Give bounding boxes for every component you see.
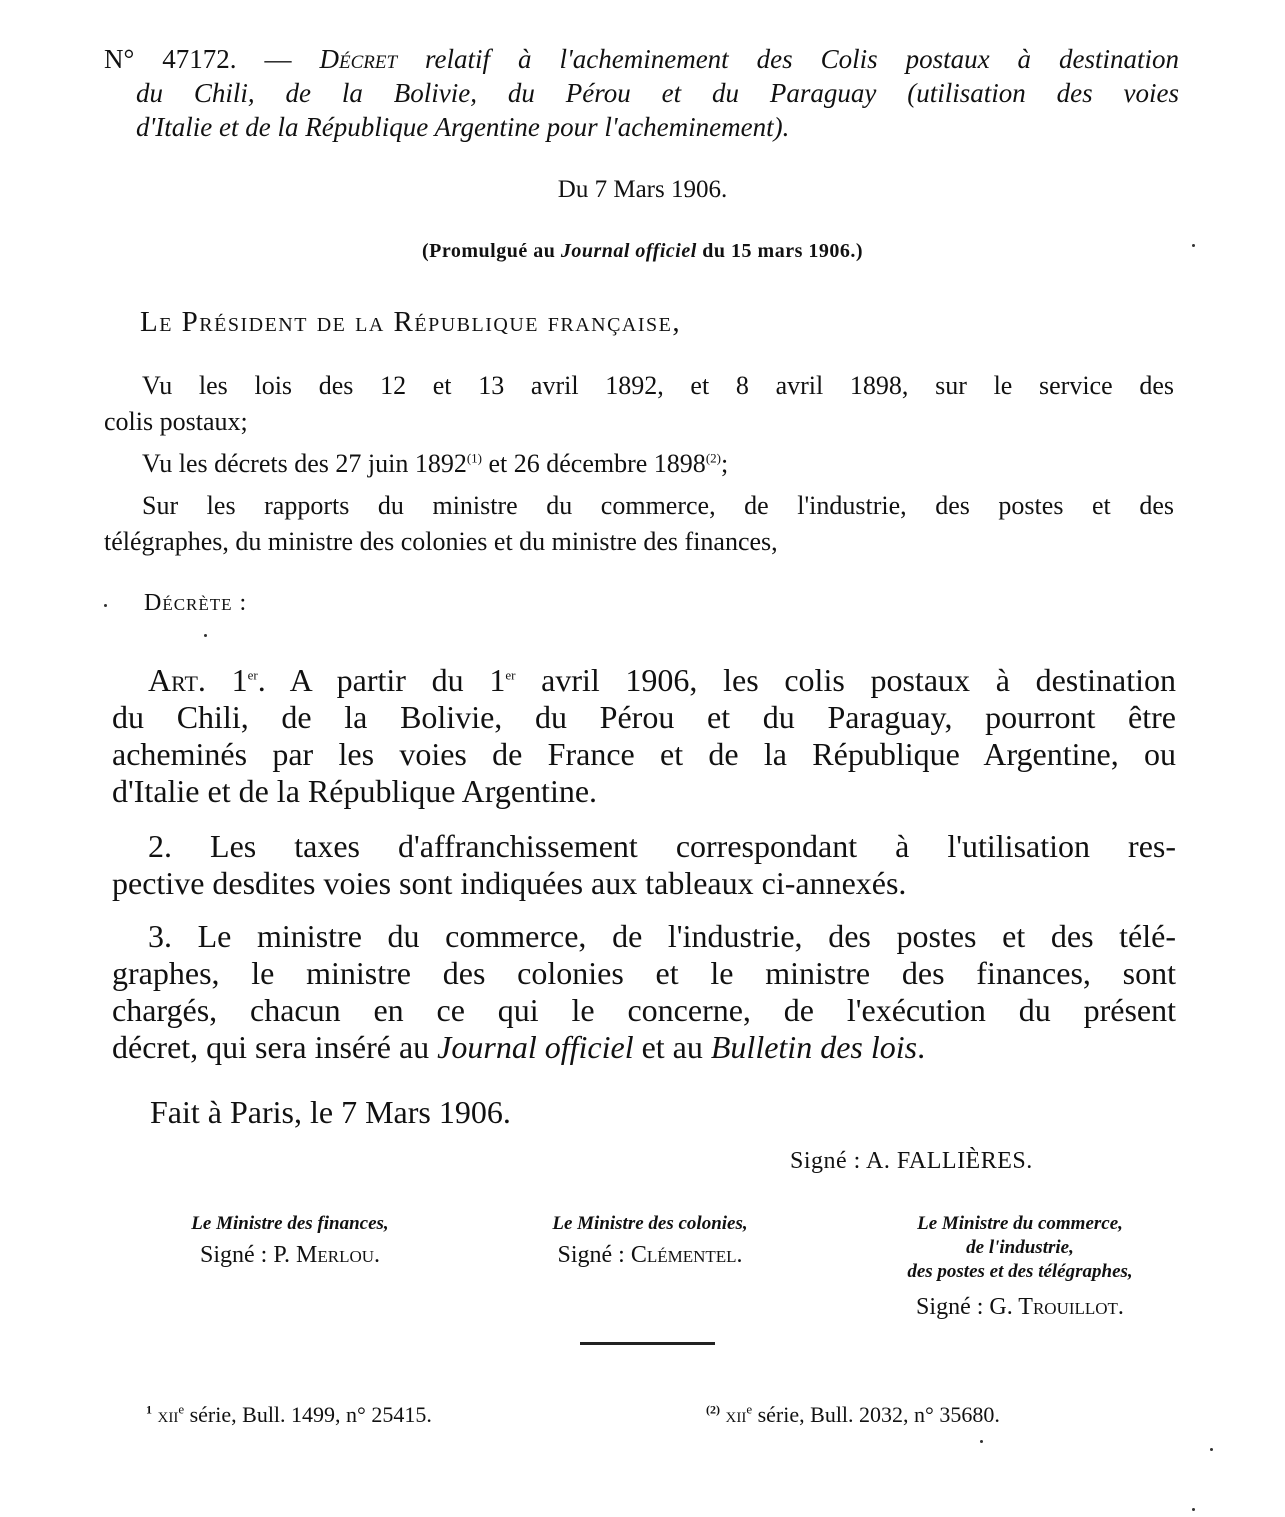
footnote-1-mark: 1: [146, 1402, 152, 1417]
minister-commerce: [840, 1212, 1200, 1321]
visa-decrets-line: [104, 446, 1174, 482]
article-3-line-3: chargés, chacun en ce qui le concerne, de l'exécution du présent: [112, 992, 1176, 1028]
president-signature: Signé : A. FALLIÈRES.: [790, 1148, 1033, 1174]
decree-number: N° 47172. —: [104, 44, 292, 74]
article-1-label: Art. 1: [148, 662, 248, 698]
visa-decrets-before: Vu les décrets des 27 juin 1892: [142, 449, 467, 478]
footnote-2-series: xii: [725, 1402, 747, 1427]
visa-decrets-mid: et 26 décembre 1898: [488, 449, 706, 478]
article-2: [112, 828, 1176, 902]
article-1-line-1-end: avril 1906, les colis postaux à destination: [541, 662, 1177, 698]
article-1-line-1-rest: . A partir du 1: [257, 662, 506, 698]
footnote-2-mark: (2): [706, 1402, 720, 1417]
footnote-1: [146, 1402, 432, 1428]
article-2-line-1: 2. Les taxes d'affranchissement correspondant à l'utilisation res-: [148, 828, 1176, 864]
president-line: Le Président de la République française,: [140, 306, 682, 338]
visa-lois-line-1: Vu les lois des 12 et 13 avril 1892, et 8 avril 1898, sur le service des: [142, 371, 1174, 400]
article-3-bulletin: Bulletin des lois: [710, 1029, 918, 1065]
article-3-line-4-before: décret, qui sera inséré au: [112, 1029, 430, 1065]
fait-a-paris: Fait à Paris, le 7 Mars 1906.: [150, 1094, 511, 1130]
minister-finances-name: P. Merlou.: [273, 1242, 381, 1268]
footnote-2: [706, 1402, 1000, 1428]
article-1-label-sup: er: [247, 667, 258, 683]
article-1: [112, 662, 1176, 810]
minister-colonies-title: Le Ministre des colonies,: [552, 1213, 748, 1234]
minister-finances-title: Le Ministre des finances,: [191, 1213, 389, 1234]
promulgation-after: du 15 mars 1906.): [702, 240, 864, 262]
article-3: [112, 918, 1176, 1066]
minister-colonies-signe: Signé :: [557, 1242, 625, 1268]
article-3-line-2: graphes, le ministre des colonies et le ministre des finances, sont: [112, 955, 1176, 991]
minister-commerce-signature: [840, 1294, 1200, 1321]
footnote-2-series-sup: e: [746, 1401, 753, 1417]
promulgation-note: [0, 240, 1285, 263]
article-3-journal: Journal officiel: [437, 1029, 634, 1065]
minister-commerce-title-3: des postes et des télégraphes,: [907, 1261, 1133, 1282]
scan-speck: [204, 634, 207, 637]
article-1-line-1: [112, 662, 1176, 699]
visa-rapports-line-2: télégraphes, du ministre des colonies et du ministre des finances,: [104, 527, 778, 556]
minister-finances-signature: [130, 1242, 450, 1269]
article-3-line-4-mid: et au: [641, 1029, 703, 1065]
scan-speck: [980, 1440, 983, 1443]
visa-decrets-end: ;: [720, 449, 729, 478]
decrete-heading: Décrète :: [144, 590, 248, 616]
minister-finances: [130, 1212, 450, 1269]
footnote-1-text: série, Bull. 1499, n° 25415.: [189, 1402, 432, 1427]
decree-word: Décret: [319, 44, 398, 74]
minister-finances-signe: Signé :: [199, 1242, 268, 1268]
article-1-line-4: d'Italie et de la République Argentine.: [112, 773, 598, 809]
article-3-line-1: 3. Le ministre du commerce, de l'industrie, des postes et des télé-: [148, 918, 1176, 954]
minister-colonies-name: Clémentel.: [630, 1242, 743, 1268]
minister-colonies-signature: [490, 1242, 810, 1269]
promulgation-before: (Promulgué au: [421, 240, 556, 262]
scan-speck: [104, 604, 107, 607]
scan-speck: [1192, 244, 1195, 247]
article-3-line-4: [112, 1029, 1176, 1066]
minister-commerce-name: G. Trouillot.: [989, 1294, 1124, 1320]
visa-rapports-line-1: Sur les rapports du ministre du commerce, de l'industrie, des postes et des: [142, 491, 1174, 520]
article-1-line-3: acheminés par les voies de France et de la République Argentine, ou: [112, 736, 1176, 772]
promulgation-journal: Journal officiel: [560, 240, 697, 262]
article-1-line-1-sup: er: [505, 667, 516, 683]
visa-lois: [104, 368, 1174, 440]
heading-line-1: [104, 42, 1179, 76]
footnote-ref-2: (2): [705, 450, 721, 466]
footnote-2-text: série, Bull. 2032, n° 35680.: [757, 1402, 1000, 1427]
visa-decrets: [104, 446, 1174, 482]
minister-commerce-title-1: Le Ministre du commerce,: [917, 1213, 1123, 1234]
separator-rule: [580, 1342, 715, 1345]
decree-heading: [104, 42, 1179, 144]
article-3-line-4-end: .: [917, 1029, 926, 1065]
heading-line-3: d'Italie et de la République Argentine pour l'acheminement).: [136, 112, 790, 142]
footnote-1-series-sup: e: [178, 1401, 185, 1417]
decree-date: Du 7 Mars 1906.: [557, 176, 728, 203]
scan-speck: [1210, 1448, 1213, 1451]
visa-rapports: [104, 488, 1174, 560]
heading-line-2: du Chili, de la Bolivie, du Pérou et du Paraguay (utilisation des voies: [136, 78, 1179, 108]
minister-commerce-title-2: de l'industrie,: [966, 1237, 1074, 1258]
article-1-line-2: du Chili, de la Bolivie, du Pérou et du Paraguay, pourront être: [112, 699, 1176, 735]
footnote-ref-1: (1): [466, 450, 482, 466]
minister-commerce-signe: Signé :: [916, 1294, 984, 1320]
heading-line-1-rest: relatif à l'acheminement des Colis postaux à destination: [425, 44, 1180, 74]
scan-speck: [1192, 1508, 1195, 1511]
article-2-line-2: pective desdites voies sont indiquées aux tableaux ci-annexés.: [112, 865, 907, 901]
visa-lois-line-2: colis postaux;: [104, 407, 248, 436]
minister-colonies: [490, 1212, 810, 1269]
footnote-1-series: xii: [157, 1402, 179, 1427]
